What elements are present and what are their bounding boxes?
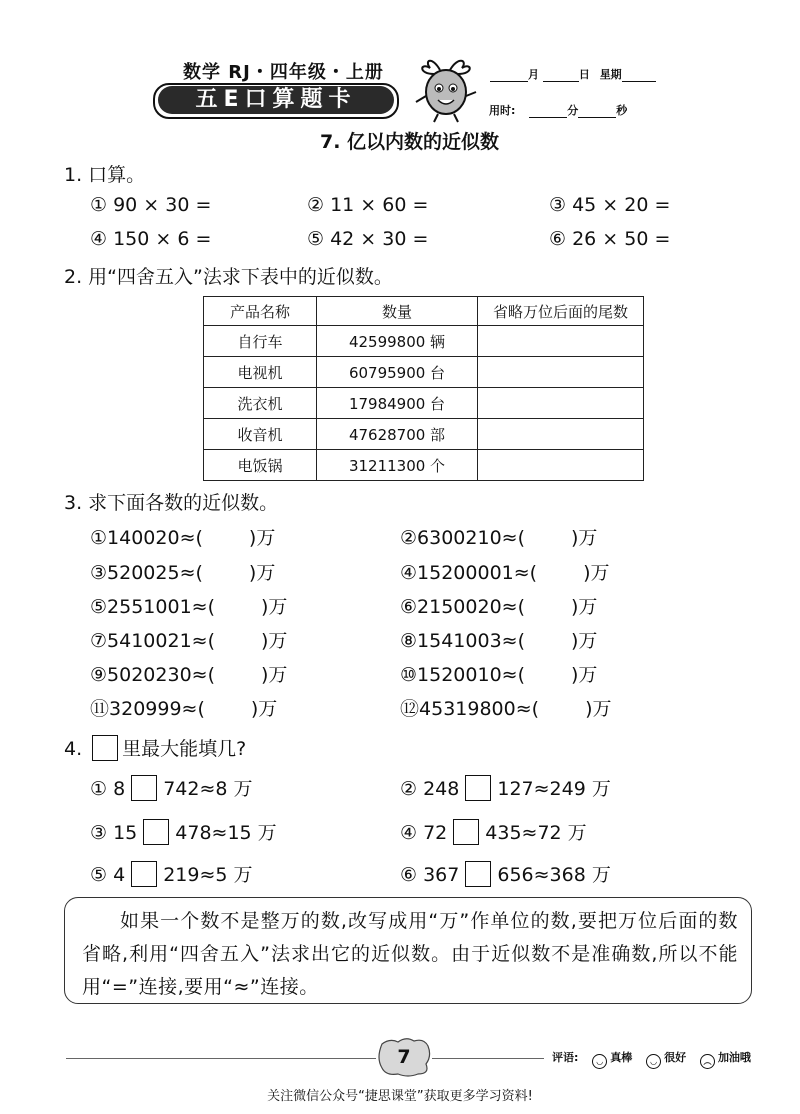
q3-item: ④15200001≈( )万 [400,562,610,584]
product-qty: 31211300 个 [317,450,478,481]
header-approx: 省略万位后面的尾数 [478,297,644,326]
minutes-label: 分 [567,104,579,117]
rating-great: 真棒 [610,1051,633,1064]
seconds-label: 秒 [616,104,628,117]
table-row [204,419,644,450]
q1-item: ⑥ 26 × 50 = [549,228,671,250]
lesson-title: 7. 亿以内数的近似数 [320,131,500,153]
answer-cell[interactable] [478,357,644,388]
q2-title: 2. 用“四舍五入”法求下表中的近似数。 [64,266,393,288]
q3-title: 3. 求下面各数的近似数。 [64,492,279,514]
answer-cell[interactable] [478,419,644,450]
day-blank[interactable] [543,69,579,82]
q4-item: ② 248 127≈249 万 [400,774,611,801]
footer-rule-right [432,1058,544,1059]
q1-item: ④ 150 × 6 = [90,228,212,250]
q1-item: ② 11 × 60 = [307,194,429,216]
q4-title: 4. 里最大能填几? [64,734,246,761]
q1-title: 1. 口算。 [64,164,146,186]
rating-good: 很好 [664,1051,687,1064]
product-qty: 60795900 台 [317,357,478,388]
mascot-icon [410,52,482,124]
footer-rule-left [66,1058,376,1059]
product-name: 洗衣机 [204,388,317,419]
rating-label: 评语: [552,1051,579,1064]
good-face-icon[interactable]: ◡ [646,1054,661,1069]
great-face-icon[interactable]: ◡ [592,1054,607,1069]
weekday-blank[interactable] [622,69,656,82]
answer-box[interactable] [143,819,169,845]
product-name: 收音机 [204,419,317,450]
rating-bar [552,1049,751,1069]
header-quantity: 数量 [317,297,478,326]
q3-item: ⑪320999≈( )万 [90,698,278,720]
day-label: 日 [578,68,590,81]
q3-item: ⑦5410021≈( )万 [90,630,288,652]
q3-item: ⑥2150020≈( )万 [400,596,598,618]
product-name: 自行车 [204,326,317,357]
q4-item: ③ 15 478≈15 万 [90,818,277,845]
blank-box [92,735,118,761]
table-row [204,357,644,388]
product-table [203,296,644,481]
q3-item: ①140020≈( )万 [90,527,276,549]
page-number: 7 [397,1046,411,1068]
weekday-label: 星期 [599,68,622,81]
q3-item: ⑧1541003≈( )万 [400,630,598,652]
q1-item: ⑤ 42 × 30 = [307,228,429,250]
answer-box[interactable] [131,861,157,887]
q3-item: ③520025≈( )万 [90,562,276,584]
q1-item: ③ 45 × 20 = [549,194,671,216]
rating-try: 加油哦 [717,1051,751,1064]
q4-item: ① 8 742≈8 万 [90,774,253,801]
q1-item: ① 90 × 30 = [90,194,212,216]
answer-cell[interactable] [478,450,644,481]
answer-cell[interactable] [478,388,644,419]
answer-box[interactable] [131,775,157,801]
q3-item: ⑤2551001≈( )万 [90,596,288,618]
date-field [490,66,656,82]
q3-item: ⑩1520010≈( )万 [400,664,598,686]
promo-text: 关注微信公众号“捷思课堂”获取更多学习资料! [267,1089,533,1104]
q4-item: ⑤ 4 219≈5 万 [90,860,253,887]
q3-item: ⑨5020230≈( )万 [90,664,288,686]
product-qty: 17984900 台 [317,388,478,419]
answer-box[interactable] [465,861,491,887]
seconds-blank[interactable] [578,105,616,118]
q3-item: ②6300210≈( )万 [400,527,598,549]
table-row [204,388,644,419]
time-label: 用时: [489,104,516,117]
book-subject: 数学 RJ・四年级・上册 [183,62,384,83]
month-label: 月 [528,68,539,81]
header-product: 产品名称 [204,297,317,326]
q4-item: ⑥ 367 656≈368 万 [400,860,611,887]
series-badge: 五E口算题卡 [158,86,394,114]
table-row [204,326,644,357]
time-field [489,102,627,118]
product-qty: 47628700 部 [317,419,478,450]
month-blank[interactable] [490,69,528,82]
tip-text: 如果一个数不是整万的数,改写成用“万”作单位的数,要把万位后面的数省略,利用“四舍五入”法求出它的近似数。由于近似数不是准确数,所以不能用“=”连接,要用“≈”连接。 [82,910,738,998]
product-qty: 42599800 辆 [317,326,478,357]
minutes-blank[interactable] [529,105,567,118]
table-row [204,450,644,481]
product-name: 电饭锅 [204,450,317,481]
table-header-row [204,297,644,326]
q4-item: ④ 72 435≈72 万 [400,818,587,845]
answer-box[interactable] [465,775,491,801]
answer-cell[interactable] [478,326,644,357]
product-name: 电视机 [204,357,317,388]
answer-box[interactable] [453,819,479,845]
try-face-icon[interactable]: ︵ [700,1054,715,1069]
q3-item: ⑫45319800≈( )万 [400,698,612,720]
